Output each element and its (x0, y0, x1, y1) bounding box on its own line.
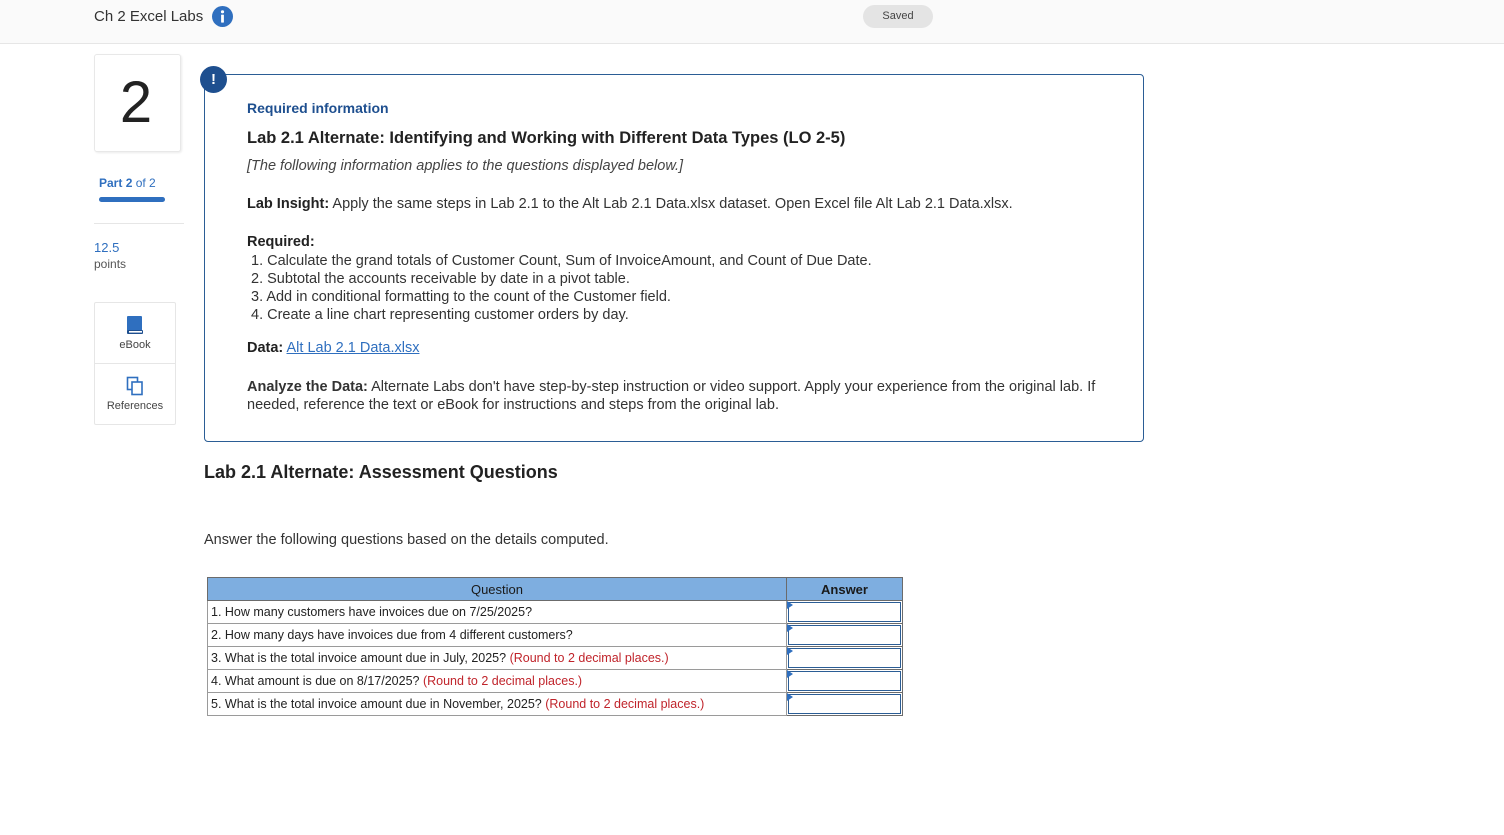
question-text: 3. What is the total invoice amount due in July, 2025? (211, 651, 507, 665)
answer-input[interactable] (788, 602, 901, 622)
exclamation-icon: ! (200, 66, 227, 93)
lab-insight-label: Lab Insight: (247, 196, 330, 212)
saved-status-badge: Saved (863, 5, 933, 28)
answer-cell (787, 670, 903, 693)
answer-input[interactable] (788, 671, 901, 691)
cell-marker-icon (787, 624, 793, 632)
question-cell (208, 693, 787, 716)
required-step: 2. Subtotal the accounts receivable by date in a pivot table. (251, 271, 630, 287)
question-number: 2 (119, 70, 153, 135)
answer-input[interactable] (788, 625, 901, 645)
data-label: Data: (247, 340, 284, 356)
table-row (208, 601, 903, 624)
lab-insight (247, 196, 1013, 212)
required-step: 3. Add in conditional formatting to the count of the Customer field. (251, 289, 671, 305)
answer-cell (787, 693, 903, 716)
cell-marker-icon (787, 647, 793, 655)
question-text: 4. What amount is due on 8/17/2025? (211, 674, 420, 688)
question-text: 1. How many customers have invoices due on 7/25/2025? (211, 605, 533, 619)
part-current: 2 (125, 176, 133, 190)
table-row (208, 670, 903, 693)
answer-input[interactable] (788, 648, 901, 668)
answer-cell (787, 601, 903, 624)
rounding-note: (Round to 2 decimal places.) (422, 674, 583, 688)
table-header-row (208, 578, 903, 601)
data-file-link[interactable]: Alt Lab 2.1 Data.xlsx (286, 340, 420, 356)
part-prefix: Part (99, 176, 123, 190)
required-label: Required: (247, 234, 315, 250)
analyze-label: Analyze the Data: (247, 379, 368, 395)
required-step: 4. Create a line chart representing customer orders by day. (251, 307, 629, 323)
table-row (208, 647, 903, 670)
question-column-header (208, 578, 787, 601)
part-total: of 2 (135, 176, 156, 190)
question-cell (208, 624, 787, 647)
points-value: 12.5 (94, 240, 120, 255)
question-cell (208, 670, 787, 693)
sidebar-divider (94, 223, 184, 224)
question-text: 2. How many days have invoices due from 4 different customers? (211, 628, 573, 642)
ebook-label: eBook (119, 339, 151, 351)
analyze-text: Alternate Labs don't have step-by-step instruction or video support. Apply your experience from the original lab. If needed, reference the text or eBook for instructions and steps from the original lab. (247, 379, 1096, 413)
question-header-label: Question (470, 581, 524, 597)
rounding-note: (Round to 2 decimal places.) (509, 651, 669, 665)
assessment-title: Lab 2.1 Alternate: Assessment Questions (204, 462, 558, 482)
answer-cell (787, 624, 903, 647)
ebook-button[interactable] (95, 303, 175, 364)
cell-marker-icon (787, 601, 793, 609)
answer-input[interactable] (788, 694, 901, 714)
question-number-card (94, 54, 181, 152)
copy-pages-icon (126, 376, 144, 396)
part-progress-bar (99, 197, 165, 202)
points-label: points (94, 257, 127, 271)
tools-panel (94, 302, 176, 425)
question-cell (208, 601, 787, 624)
assessment-instructions: Answer the following questions based on the details computed. (204, 532, 609, 548)
part-progress-fill (99, 197, 165, 202)
required-info-heading: Required information (247, 100, 389, 116)
answer-column-header: Answer (787, 578, 903, 601)
answer-cell (787, 647, 903, 670)
required-steps-list (251, 252, 872, 324)
table-row (208, 693, 903, 716)
applies-note: [The following information applies to the questions displayed below.] (247, 158, 684, 174)
required-step: 1. Calculate the grand totals of Customer Count, Sum of InvoiceAmount, and Count of Due Date. (251, 253, 872, 269)
top-bar (0, 0, 1504, 44)
cell-marker-icon (787, 670, 793, 678)
info-icon[interactable] (212, 6, 233, 27)
data-file-row (247, 340, 420, 356)
rounding-note: (Round to 2 decimal places.) (545, 697, 705, 711)
references-button[interactable] (95, 364, 175, 425)
questions-table (207, 577, 903, 716)
lab-insight-text: Apply the same steps in Lab 2.1 to the Alt Lab 2.1 Data.xlsx dataset. Open Excel file Alt Lab 2.1 Data.xlsx. (329, 196, 1013, 212)
question-cell (208, 647, 787, 670)
assignment-title: Ch 2 Excel Labs (94, 8, 204, 25)
question-text: 5. What is the total invoice amount due in November, 2025? (211, 697, 542, 711)
book-icon (126, 315, 144, 335)
analyze-the-data (247, 378, 1107, 414)
cell-marker-icon (787, 693, 793, 701)
lab-title: Lab 2.1 Alternate: Identifying and Working with Different Data Types (LO 2-5) (247, 129, 846, 147)
references-label: References (106, 400, 164, 412)
table-row (208, 624, 903, 647)
part-indicator (99, 176, 156, 190)
